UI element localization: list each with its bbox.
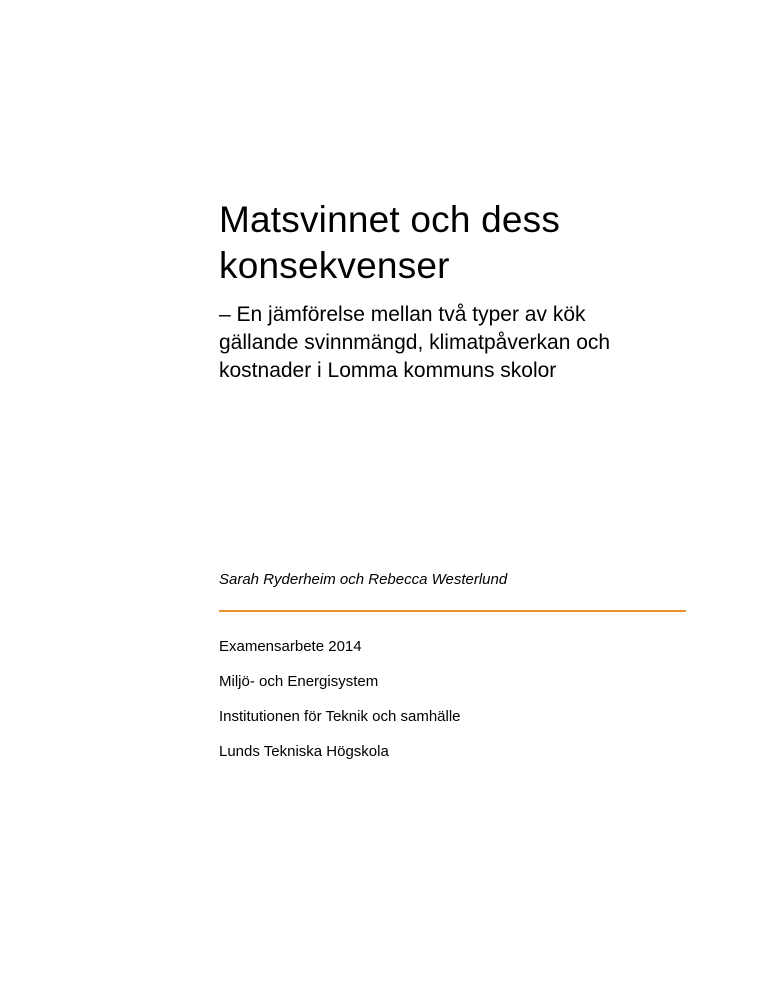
subtitle-line: gällande svinnmängd, klimatpåverkan och — [219, 331, 611, 354]
title-line: konsekvenser — [219, 245, 450, 286]
title-line: Matsvinnet och dess — [219, 199, 561, 240]
thesis-type-year: Examensarbete 2014 — [219, 638, 362, 655]
divider-rule — [219, 610, 686, 612]
subtitle-line: kostnader i Lomma kommuns skolor — [219, 359, 557, 382]
thesis-info — [219, 637, 461, 777]
division: Miljö- och Energisystem — [219, 673, 379, 690]
subtitle-line: – En jämförelse mellan två typer av kök — [219, 303, 586, 326]
department: Institutionen för Teknik och samhälle — [219, 708, 461, 725]
authors: Sarah Ryderheim och Rebecca Westerlund — [219, 571, 508, 588]
document-title — [219, 197, 689, 289]
document-subtitle — [219, 301, 659, 385]
university: Lunds Tekniska Högskola — [219, 743, 389, 760]
title-block — [219, 197, 689, 385]
